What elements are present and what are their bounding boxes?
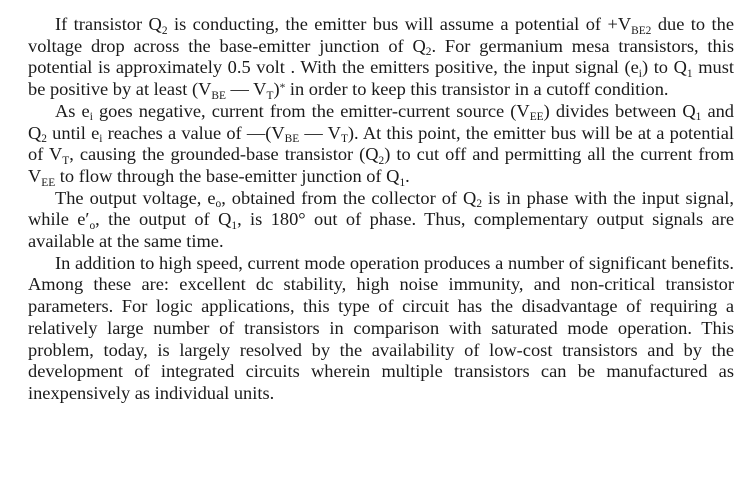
- text-run: ): [273, 79, 280, 100]
- text-run: , the output of Q: [95, 209, 232, 230]
- text-run: In addition to high speed, current mode operation produces a number of significant benefits. Among these are: excellent dc stability, high noise immunity, and non-critical transistor parameters. For logic applications, this type of circuit has the disadvantage of requiring a relatively large number of transistors in comparison with saturated mode operation. This problem, today, is largely resolved by the availability of low-cost transistors and by the development of integrated circuits wherein multiple transistors can be manufactured as inexpensively as individual units.: [28, 252, 734, 403]
- subscript: 2: [378, 154, 385, 167]
- subscript: 1: [231, 219, 238, 232]
- document-page: [28, 14, 734, 405]
- subscript: i: [99, 133, 103, 146]
- subscript: o: [89, 219, 96, 232]
- subscript: BE: [284, 133, 300, 146]
- text-run: goes negative, current from the emitter-current source (V: [92, 100, 530, 121]
- superscript: *: [279, 81, 286, 94]
- text-run: is in phase with the input signal, while e′: [28, 187, 734, 230]
- text-run: to flow through the base-emitter junction of Q: [55, 165, 400, 186]
- subscript: 1: [399, 176, 406, 189]
- text-run: and Q: [28, 100, 735, 143]
- subscript: i: [638, 68, 642, 81]
- text-run: ) to cut off and permitting all the current from V: [28, 144, 735, 186]
- subscript: o: [215, 198, 222, 211]
- text-run: — V: [299, 122, 341, 143]
- text-run: in order to keep this transistor in a cutoff condition.: [285, 79, 669, 100]
- text-run: reaches a value of —(V: [102, 122, 285, 143]
- text-run: due to the voltage drop across the base-emitter junction of Q: [28, 14, 734, 56]
- subscript: 1: [695, 111, 702, 124]
- text-run: , is 180° out of phase. Thus, complementary output signals are available at the same time.: [28, 209, 734, 252]
- subscript: 2: [425, 46, 432, 59]
- subscript: BE2: [631, 24, 652, 37]
- subscript: 2: [161, 24, 168, 37]
- text-run: As e: [55, 100, 90, 121]
- text-run: , obtained from the collector of Q: [221, 187, 477, 208]
- text-run: ) to Q: [641, 57, 687, 78]
- subscript: T: [266, 89, 274, 102]
- text-run: . For germanium mesa transistors, this potential is approximately 0.5 volt . With the emitters positive, the input signal (e: [28, 35, 734, 78]
- subscript: EE: [41, 176, 56, 189]
- text-run: The output voltage, e: [55, 187, 216, 208]
- subscript: T: [340, 133, 348, 146]
- text-run: is conducting, the emitter bus will assume a potential of +V: [167, 14, 632, 34]
- subscript: BE: [211, 89, 226, 102]
- paragraph-transistor-q2-conducting: [28, 14, 734, 101]
- text-run: until e: [46, 122, 100, 143]
- text-run: .: [405, 165, 410, 186]
- subscript: 2: [41, 133, 47, 146]
- paragraph-output-voltage: [28, 188, 734, 253]
- subscript: EE: [529, 111, 544, 124]
- text-run: If transistor Q: [55, 14, 162, 34]
- paragraph-current-mode-benefits: [28, 253, 734, 405]
- subscript: T: [62, 154, 70, 167]
- text-run: ) divides between Q: [543, 100, 696, 121]
- subscript: i: [89, 111, 93, 124]
- text-run: ). At this point, the emitter bus will be at a potential of V: [28, 122, 734, 165]
- subscript: 1: [686, 68, 693, 81]
- text-run: , causing the grounded-base transistor (Q: [69, 144, 379, 165]
- text-run: must be positive by at least (V: [28, 57, 734, 100]
- paragraph-ei-goes-negative: [28, 101, 734, 188]
- text-run: — V: [225, 79, 267, 100]
- subscript: 2: [476, 198, 483, 211]
